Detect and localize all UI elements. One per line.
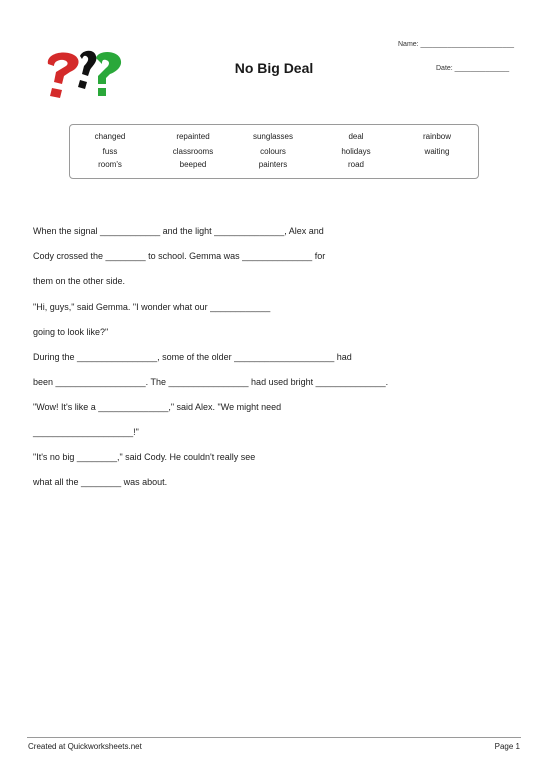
word-bank-item: repainted bbox=[176, 132, 210, 141]
word-bank-item: painters bbox=[258, 160, 288, 169]
word-bank-item: classrooms bbox=[172, 147, 214, 156]
passage-line: During the ________________, some of the older ____________________ had bbox=[33, 352, 352, 362]
passage-line: Cody crossed the ________ to school. Gemma was ______________ for bbox=[33, 251, 326, 261]
passage-line: been __________________. The ________________ had used bright ______________. bbox=[33, 377, 389, 387]
word-bank-item: fuss bbox=[102, 147, 118, 156]
word-bank bbox=[69, 124, 479, 179]
word-bank-item: changed bbox=[94, 132, 126, 141]
word-bank-item: room's bbox=[98, 160, 122, 169]
passage-line: When the signal ____________ and the light ______________, Alex and bbox=[33, 226, 324, 236]
word-bank-item: sunglasses bbox=[252, 132, 294, 141]
page-number: Page 1 bbox=[494, 742, 520, 751]
page-title: No Big Deal bbox=[234, 60, 314, 76]
word-bank-item: beeped bbox=[179, 160, 207, 169]
word-bank-item: holidays bbox=[341, 147, 371, 156]
date-field: Date: ______________ bbox=[436, 65, 510, 72]
word-bank-item: rainbow bbox=[422, 132, 451, 141]
passage-line: "Hi, guys," said Gemma. "I wonder what our ____________ bbox=[33, 302, 271, 312]
footer-divider bbox=[27, 737, 521, 738]
word-bank-item: deal bbox=[348, 132, 364, 141]
passage-line: "It's no big ________," said Cody. He couldn't really see bbox=[33, 452, 256, 462]
passage-line: "Wow! It's like a ______________," said Alex. "We might need bbox=[33, 402, 282, 412]
passage-line: what all the ________ was about. bbox=[33, 477, 168, 487]
word-bank-item: colours bbox=[260, 147, 286, 156]
word-bank-item: waiting bbox=[424, 147, 450, 156]
name-field: Name: ________________________ bbox=[398, 41, 514, 48]
passage-line: ____________________!" bbox=[33, 427, 139, 437]
footer-credit: Created at Quickworksheets.net bbox=[28, 742, 142, 751]
word-bank-item: road bbox=[347, 160, 364, 169]
passage-line: going to look like?" bbox=[33, 327, 109, 337]
passage-line: them on the other side. bbox=[33, 276, 126, 286]
